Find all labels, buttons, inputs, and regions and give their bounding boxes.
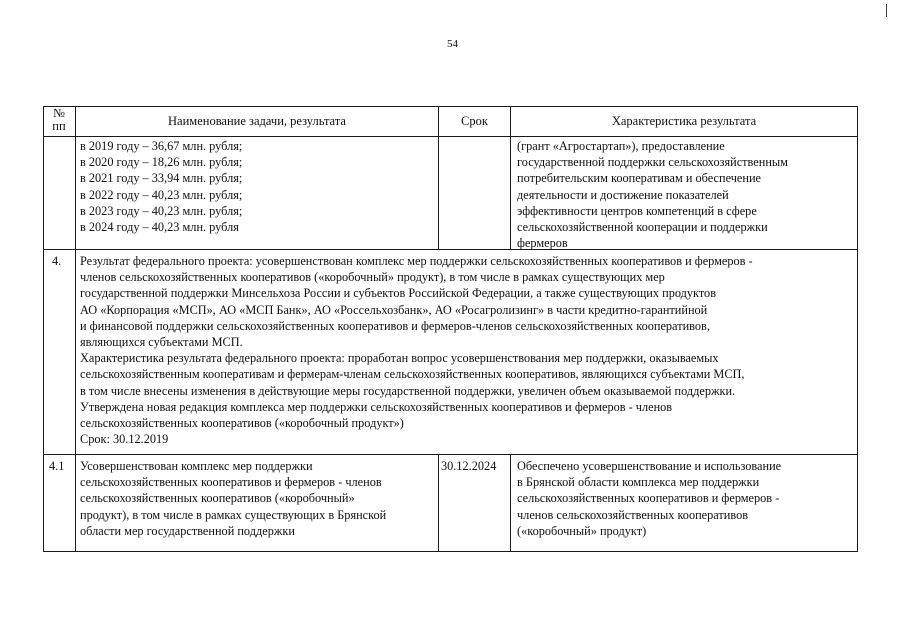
row41-task-text (80, 458, 386, 539)
text-line: сельскохозяйственным кооперативам и фермерам-членам сельскохозяйственных кооперативов, являющихся субъектами МСП, (80, 367, 745, 382)
column-divider-num (75, 106, 76, 552)
text-line: в 2022 году – 40,23 млн. рубля; (80, 187, 243, 202)
continuation-characteristic-text (517, 138, 788, 251)
text-line: эффективности центров компетенций в сфере (517, 203, 757, 218)
text-line: (грант «Агростартап»), предоставление (517, 139, 725, 153)
row-divider-2 (43, 454, 858, 455)
header-num (43, 107, 75, 133)
table-border-top (43, 106, 858, 107)
page-number: 54 (447, 38, 458, 50)
text-line: членов сельскохозяйственных кооперативов («коробочный» продукт), в том числе в рамках существующих мер (80, 270, 665, 285)
text-line: деятельности и достижение показателей (517, 187, 729, 202)
page-edge-mark (886, 4, 887, 17)
column-divider-deadline-row41 (510, 454, 511, 552)
header-characteristic: Характеристика результата (611, 114, 757, 128)
row41-deadline: 30.12.2024 (441, 459, 497, 473)
text-line: в 2020 году – 18,26 млн. рубля; (80, 155, 243, 170)
text-line: потребительским кооперативам и обеспечение (517, 171, 761, 186)
row4-number: 4. (52, 254, 62, 268)
table-border-bottom (43, 551, 858, 552)
header-num-abbrev: пп (52, 119, 66, 133)
column-divider-task-row41 (438, 454, 439, 552)
row4-text (80, 253, 753, 447)
text-line: и финансовой поддержки сельскохозяйственных кооперативов и фермеров-членов сельскохозяйственных кооперативов, (80, 318, 710, 333)
row41-characteristic-text (517, 458, 781, 539)
text-line: сельскохозяйственных кооперативов и фермеров - членов (80, 475, 382, 490)
text-line: («коробочный» продукт) (517, 523, 647, 538)
text-line: государственной поддержки Минсельхоза России и субъектов Российской Федерации, а также существующих продуктов (80, 286, 717, 301)
table-border-left (43, 106, 44, 552)
text-line: в 2019 году – 36,67 млн. рубля; (80, 139, 243, 153)
text-line: продукт), в том числе в рамках существующих в Брянской (80, 507, 387, 522)
text-line: в том числе внесены изменения в действующие меры государственной поддержки, увеличен объем оказываемой поддержки. (80, 383, 736, 398)
text-line: сельскохозяйственных кооперативов («коробочный» (80, 491, 355, 506)
text-line: в 2023 году – 40,23 млн. рубля; (80, 203, 243, 218)
row41-number: 4.1 (49, 459, 65, 473)
text-line: в 2021 году – 33,94 млн. рубля; (80, 171, 243, 186)
header-deadline: Срок (461, 114, 488, 128)
text-line: области мер государственной поддержки (80, 523, 295, 538)
text-line: Результат федерального проекта: усовершенствован комплекс мер поддержки сельскохозяйственных кооперативов и фермеров - (80, 254, 753, 268)
text-line: Утверждена новая редакция комплекса мер поддержки сельскохозяйственных кооперативов и фермеров - членов (80, 399, 673, 414)
text-line: сельскохозяйственной кооперации и поддержки (517, 220, 768, 235)
text-line: Обеспечено усовершенствование и использование (517, 459, 782, 473)
text-line: АО «Корпорация «МСП», АО «МСП Банк», АО «Россельхозбанк», АО «Росагролизинг» в части кредитно-гарантийной (80, 302, 708, 317)
text-line: Усовершенствован комплекс мер поддержки (80, 459, 313, 473)
header-num-symbol: № (53, 106, 65, 120)
text-line: являющихся субъектами МСП. (80, 335, 243, 350)
table-border-right (857, 106, 858, 552)
text-line: в Брянской области комплекса мер поддержки (517, 475, 760, 490)
text-line: фермеров (517, 236, 568, 251)
text-line: государственной поддержки сельскохозяйственным (517, 155, 788, 170)
text-line: Срок: 30.12.2019 (80, 432, 169, 447)
results-table (43, 106, 858, 551)
text-line: сельскохозяйственных кооперативов («коробочный продукт») (80, 416, 404, 431)
text-line: в 2024 году – 40,23 млн. рубля (80, 220, 239, 235)
text-line: сельскохозяйственных кооперативов и фермеров - (517, 491, 780, 506)
text-line: членов сельскохозяйственных кооперативов (517, 507, 749, 522)
text-line: Характеристика результата федерального проекта: проработан вопрос усовершенствования мер поддержки, оказываемых (80, 351, 719, 366)
header-task: Наименование задачи, результата (168, 114, 346, 128)
header-divider (43, 136, 858, 137)
continuation-task-text (80, 138, 242, 235)
